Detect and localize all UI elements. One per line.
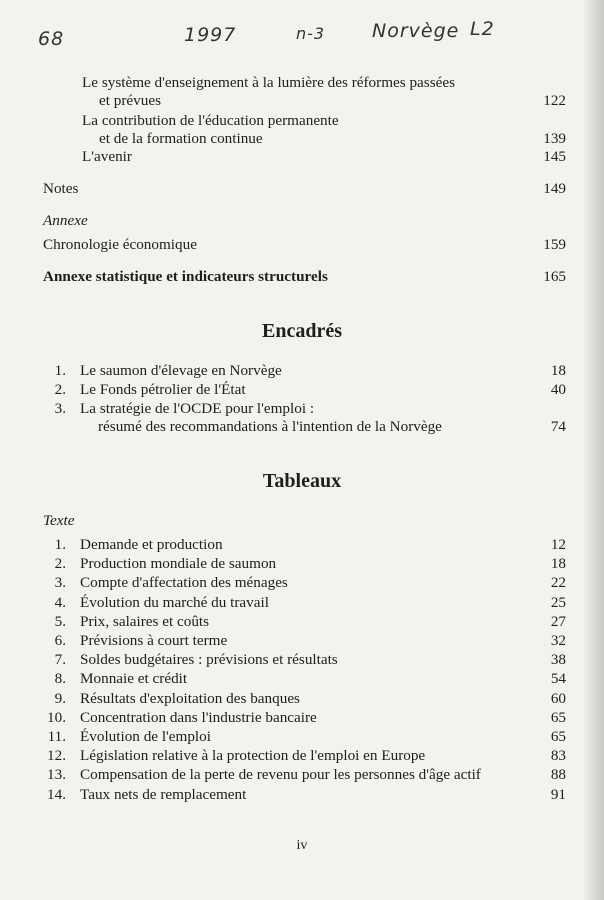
handwritten-note: n-3 xyxy=(296,24,326,43)
toc-notes: Notes xyxy=(43,180,79,197)
section-title-encadres: Encadrés xyxy=(262,320,342,342)
toc-entry-line: et prévues xyxy=(99,92,161,109)
toc-page-number: 122 xyxy=(543,92,566,109)
list-item: Production mondiale de saumon xyxy=(80,555,277,572)
toc-page-number: 54 xyxy=(550,670,566,687)
list-number: 2. xyxy=(54,381,66,398)
list-item: Taux nets de remplacement xyxy=(80,786,247,803)
list-number: 5. xyxy=(54,613,66,630)
toc-page-number: 65 xyxy=(550,709,566,726)
list-item: Concentration dans l'industrie bancaire xyxy=(80,709,317,726)
toc-page-number: 12 xyxy=(550,536,566,553)
annexe-heading: Annexe xyxy=(43,212,88,229)
list-number: 3. xyxy=(54,574,66,591)
toc-page-number: 27 xyxy=(550,613,566,630)
list-item: Résultats d'exploitation des banques xyxy=(80,690,300,707)
list-number: 3. xyxy=(54,400,66,417)
toc-page-number: 145 xyxy=(543,148,566,165)
page-edge-shadow xyxy=(582,0,604,900)
toc-entry-line: La contribution de l'éducation permanente xyxy=(82,112,339,129)
handwritten-note: 68 xyxy=(38,28,65,50)
toc-page-number: 18 xyxy=(550,555,566,572)
toc-page-number: 165 xyxy=(543,268,566,285)
list-number: 9. xyxy=(54,690,66,707)
toc-entry-line: Le système d'enseignement à la lumière des réformes passées xyxy=(82,74,456,91)
toc-page-number: 25 xyxy=(550,594,566,611)
toc-page-number: 32 xyxy=(550,632,566,649)
list-item: Demande et production xyxy=(80,536,223,553)
toc-page-number: 159 xyxy=(543,236,566,253)
list-number: 1. xyxy=(54,536,66,553)
list-number: 14. xyxy=(47,786,66,803)
list-item: Soldes budgétaires : prévisions et résultats xyxy=(80,651,338,668)
list-number: 8. xyxy=(54,670,66,687)
stat-annex-entry: Annexe statistique et indicateurs structurels xyxy=(43,268,328,285)
handwritten-note: L2 xyxy=(470,18,495,40)
list-item: Évolution du marché du travail xyxy=(80,594,269,611)
list-item: Prévisions à court terme xyxy=(80,632,228,649)
toc-page-number: 83 xyxy=(550,747,566,764)
toc-page-number: 65 xyxy=(550,728,566,745)
list-number: 4. xyxy=(54,594,66,611)
toc-page-number: 38 xyxy=(550,651,566,668)
toc-page-number: 88 xyxy=(550,766,566,783)
toc-entry-line: Chronologie économique xyxy=(43,236,197,253)
toc-page-number: 91 xyxy=(550,786,566,803)
handwritten-note: Norvège xyxy=(372,20,460,42)
list-number: 6. xyxy=(54,632,66,649)
list-item: La stratégie de l'OCDE pour l'emploi : xyxy=(80,400,315,417)
toc-page-number: 40 xyxy=(550,381,566,398)
list-number: 12. xyxy=(47,747,66,764)
page-number: iv xyxy=(296,838,308,853)
list-number: 2. xyxy=(54,555,66,572)
toc-page-number: 139 xyxy=(543,130,566,147)
list-number: 13. xyxy=(47,766,66,783)
list-number: 7. xyxy=(54,651,66,668)
list-item: Le Fonds pétrolier de l'État xyxy=(80,381,246,398)
toc-page-number: 74 xyxy=(550,418,566,435)
list-number: 1. xyxy=(54,362,66,379)
list-item-continuation: résumé des recommandations à l'intention de la Norvège xyxy=(98,418,442,435)
toc-page-number: 18 xyxy=(550,362,566,379)
list-item: Législation relative à la protection de l'emploi en Europe xyxy=(80,747,426,764)
toc-page-number: 60 xyxy=(550,690,566,707)
toc-entry-line: et de la formation continue xyxy=(99,130,263,147)
list-item: Évolution de l'emploi xyxy=(80,728,211,745)
toc-page-number: 22 xyxy=(550,574,566,591)
list-item: Prix, salaires et coûts xyxy=(80,613,210,630)
list-item: Compte d'affectation des ménages xyxy=(80,574,288,591)
texte-subheading: Texte xyxy=(43,512,75,529)
handwritten-note: 1997 xyxy=(184,24,237,46)
list-number: 10. xyxy=(47,709,66,726)
list-item: Monnaie et crédit xyxy=(80,670,188,687)
list-number: 11. xyxy=(47,728,66,745)
list-item: Le saumon d'élevage en Norvège xyxy=(80,362,282,379)
section-title-tableaux: Tableaux xyxy=(262,470,342,492)
list-item: Compensation de la perte de revenu pour les personnes d'âge actif xyxy=(80,766,481,783)
toc-entry-line: L'avenir xyxy=(82,148,132,165)
toc-page-number: 149 xyxy=(543,180,566,197)
